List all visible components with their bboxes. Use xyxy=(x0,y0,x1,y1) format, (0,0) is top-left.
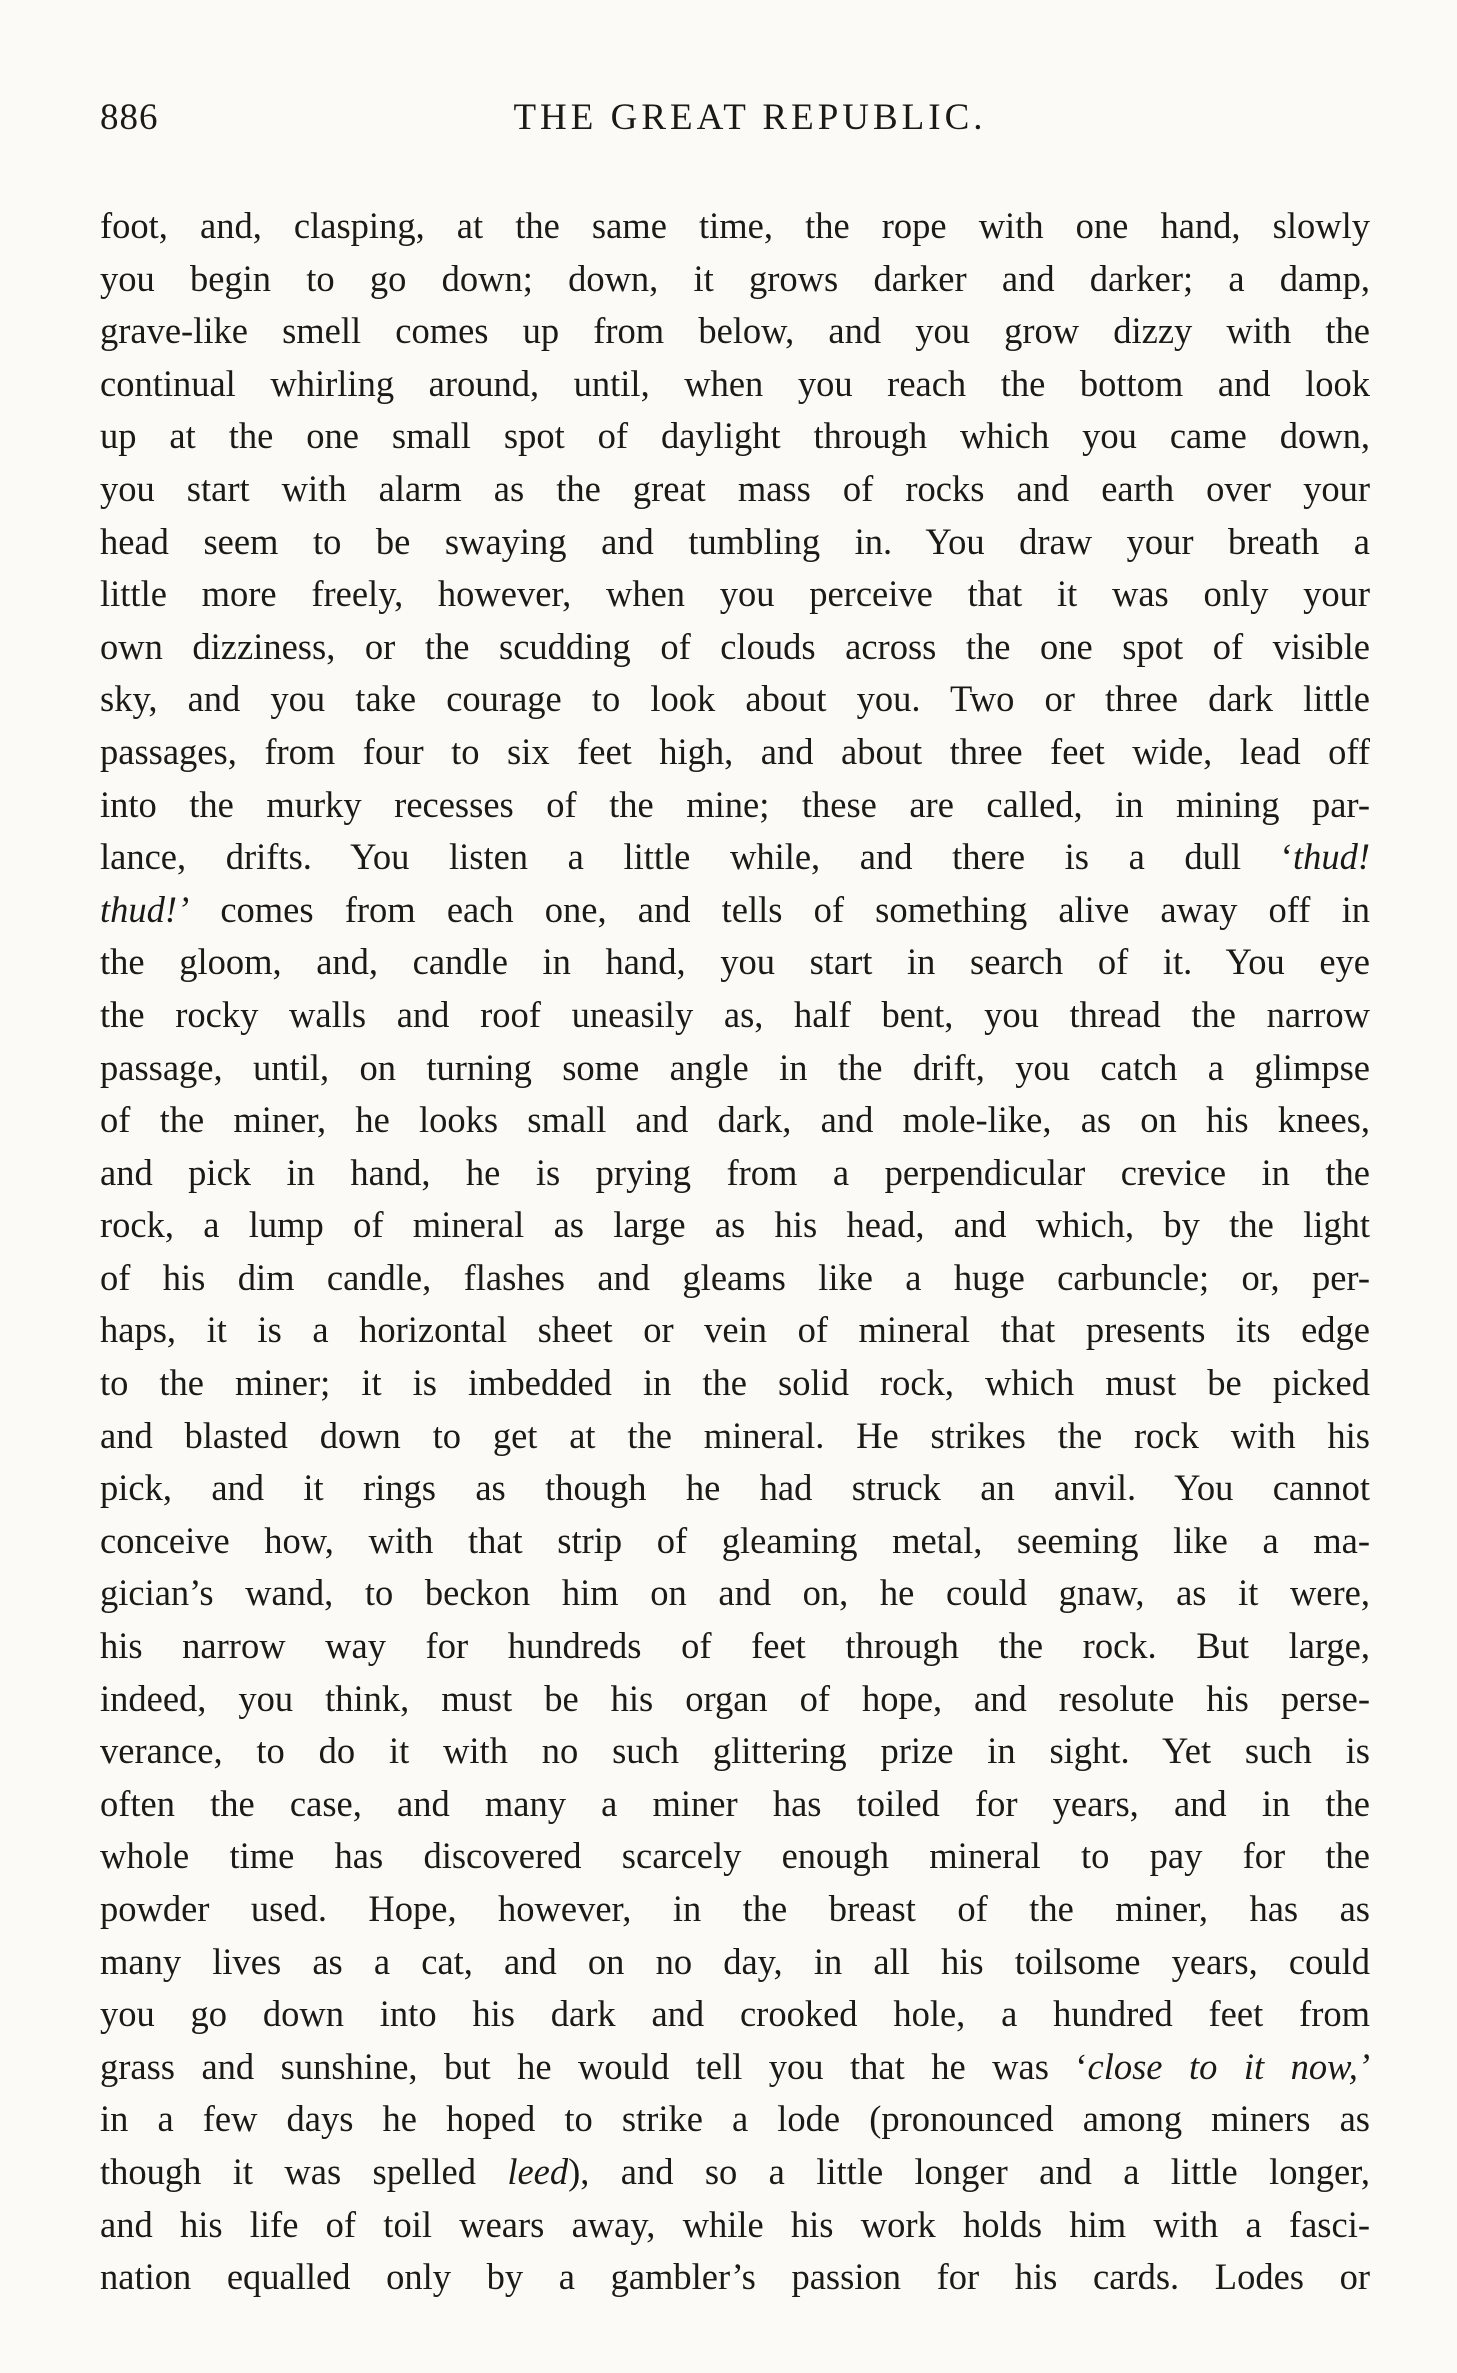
text-line: powder used. Hope, however, in the breast of the miner, has as xyxy=(100,1888,1370,1929)
text-line: head seem to be swaying and tumbling in. You draw your breath a xyxy=(100,520,1370,562)
text-line: thud!’ comes from each one, and tells of something alive away off in xyxy=(100,888,1370,930)
text-line: you start with alarm as the great mass of rocks and earth over your xyxy=(100,467,1370,509)
text-line: into the murky recesses of the mine; these are called, in mining par- xyxy=(100,783,1370,825)
text-line: his narrow way for hundreds of feet through the rock. But large, xyxy=(100,1625,1370,1667)
text-line: gician’s wand, to beckon him on and on, he could gnaw, as it were, xyxy=(100,1572,1370,1614)
text-line: and pick in hand, he is prying from a perpendicular crevice in the xyxy=(100,1151,1370,1193)
text-line: passage, until, on turning some angle in the drift, you catch a glimpse xyxy=(100,1046,1370,1088)
text-line: of his dim candle, flashes and gleams like a huge carbuncle; or, per- xyxy=(100,1256,1370,1298)
page-header xyxy=(100,96,1370,156)
text-line: conceive how, with that strip of gleaming metal, seeming like a ma- xyxy=(100,1519,1370,1561)
page-number: 886 xyxy=(100,97,159,138)
italic-text: leed xyxy=(507,2150,569,2192)
italic-text: thud! xyxy=(1292,836,1370,878)
text-line: foot, and, clasping, at the same time, the rope with one hand, slowly xyxy=(100,205,1370,246)
italic-text: thud!’ xyxy=(100,888,190,930)
text-line: haps, it is a horizontal sheet or vein of mineral that presents its edge xyxy=(100,1309,1370,1351)
text-line: own dizziness, or the scudding of clouds across the one spot of visible xyxy=(100,625,1370,667)
text-line: though it was spelled leed), and so a little longer and a little longer, xyxy=(100,2150,1370,2192)
text-line: lance, drifts. You listen a little while, and there is a dull ‘thud! xyxy=(100,836,1370,878)
text-line: rock, a lump of mineral as large as his head, and which, by the light xyxy=(100,1204,1370,1246)
text-line: indeed, you think, must be his organ of hope, and resolute his perse- xyxy=(100,1677,1370,1719)
text-line: grave-like smell comes up from below, and you grow dizzy with the xyxy=(100,310,1370,352)
running-head: THE GREAT REPUBLIC. xyxy=(513,97,987,138)
text-line: you go down into his dark and crooked hole, a hundred feet from xyxy=(100,1993,1370,2035)
text-line: passages, from four to six feet high, and about three feet wide, lead off xyxy=(100,730,1370,772)
text-line: and blasted down to get at the mineral. He strikes the rock with his xyxy=(100,1414,1370,1456)
text-line: up at the one small spot of daylight through which you came down, xyxy=(100,415,1370,457)
text-line: the rocky walls and roof uneasily as, half bent, you thread the narrow xyxy=(100,993,1370,1035)
text-line: you begin to go down; down, it grows darker and darker; a damp, xyxy=(100,257,1370,299)
italic-text: close to it now,’ xyxy=(1087,2045,1370,2087)
text-line: to the miner; it is imbedded in the solid rock, which must be picked xyxy=(100,1362,1370,1404)
text-line: often the case, and many a miner has toiled for years, and in the xyxy=(100,1782,1370,1824)
text-line: of the miner, he looks small and dark, and mole-like, as on his knees, xyxy=(100,1099,1370,1141)
text-line: little more freely, however, when you perceive that it was only your xyxy=(100,573,1370,615)
text-line: verance, to do it with no such glittering prize in sight. Yet such is xyxy=(100,1730,1370,1772)
text-line: and his life of toil wears away, while his work holds him with a fasci- xyxy=(100,2203,1370,2245)
book-page xyxy=(100,96,1370,2304)
text-line: sky, and you take courage to look about you. Two or three dark little xyxy=(100,678,1370,720)
text-line: whole time has discovered scarcely enough mineral to pay for the xyxy=(100,1835,1370,1877)
text-line: in a few days he hoped to strike a lode (pronounced among miners as xyxy=(100,2098,1370,2140)
text-line: nation equalled only by a gambler’s passion for his cards. Lodes or xyxy=(100,2256,1370,2298)
text-line: grass and sunshine, but he would tell you that he was ‘close to it now,’ xyxy=(100,2045,1370,2087)
text-line: many lives as a cat, and on no day, in all his toilsome years, could xyxy=(100,1940,1370,1982)
text-line: continual whirling around, until, when you reach the bottom and look xyxy=(100,362,1370,404)
text-line: pick, and it rings as though he had struck an anvil. You cannot xyxy=(100,1467,1370,1509)
text-line: the gloom, and, candle in hand, you start in search of it. You eye xyxy=(100,941,1370,983)
body-text xyxy=(100,200,1370,2304)
